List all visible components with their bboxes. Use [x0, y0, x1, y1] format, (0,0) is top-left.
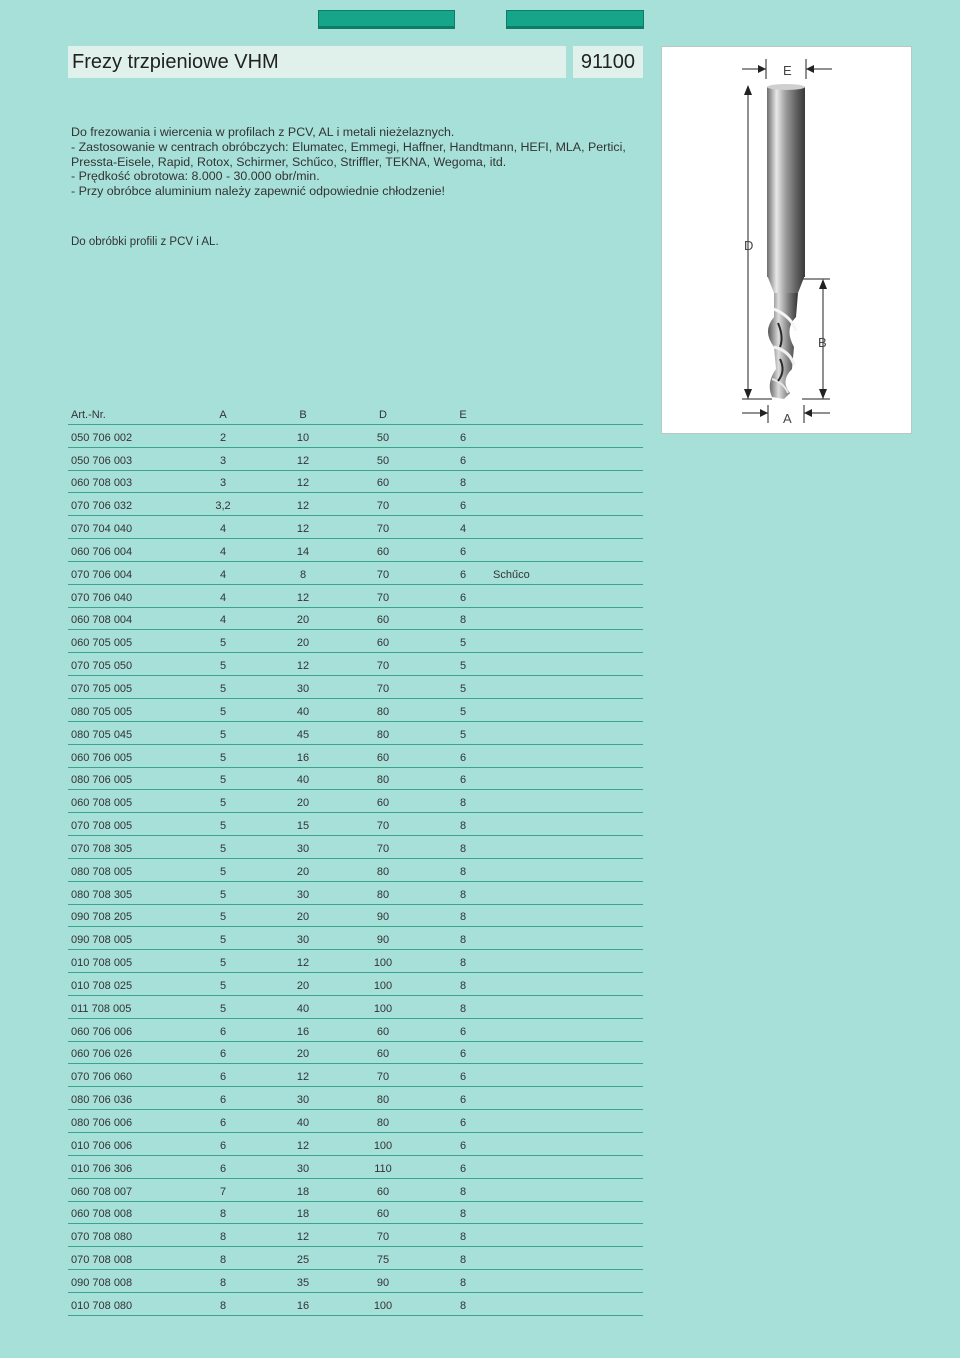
cell-art-nr: 080 706 006 [71, 1117, 133, 1129]
table-row [68, 1247, 643, 1270]
dimension-a-label: A [783, 411, 792, 426]
cell-a: 5 [219, 979, 227, 992]
cell-b: 20 [296, 614, 310, 627]
table-row [68, 950, 643, 973]
table-row [68, 905, 643, 928]
cell-d: 80 [376, 728, 390, 741]
cell-d: 60 [376, 797, 390, 810]
cell-e: 8 [459, 934, 467, 947]
cell-a: 3 [219, 454, 227, 467]
cell-a: 5 [219, 842, 227, 855]
table-row [68, 1156, 643, 1179]
cell-art-nr: 070 706 060 [71, 1071, 133, 1084]
cell-e: 5 [459, 660, 467, 673]
cell-a: 4 [219, 545, 227, 558]
cell-d: 70 [376, 820, 390, 833]
cell-d: 60 [376, 1185, 390, 1198]
cell-b: 30 [296, 934, 310, 947]
table-row [68, 630, 643, 653]
cell-a: 5 [219, 911, 227, 924]
cell-d: 80 [376, 865, 390, 878]
cell-b: 30 [296, 682, 310, 695]
cell-a: 3,2 [215, 500, 231, 513]
cell-art-nr: 060 708 005 [71, 797, 133, 810]
cell-d: 70 [376, 568, 390, 581]
cell-a: 8 [219, 1276, 227, 1289]
cell-b: 20 [296, 911, 310, 924]
cell-d: 60 [376, 1048, 390, 1061]
cell-d: 70 [376, 1231, 390, 1244]
table-row [68, 768, 643, 791]
cell-d: 70 [376, 500, 390, 513]
cell-b: 12 [296, 957, 310, 970]
cell-b: 16 [296, 751, 310, 764]
cell-b: 10 [296, 431, 310, 444]
cell-art-nr: 070 708 305 [71, 842, 133, 855]
cell-e: 5 [459, 728, 467, 741]
cell-b: 30 [296, 842, 310, 855]
table-row [68, 653, 643, 676]
table-row [68, 1064, 643, 1087]
cell-art-nr: 060 708 008 [71, 1208, 133, 1221]
page-title: Frezy trzpieniowe VHM [72, 50, 279, 73]
cell-b: 12 [296, 477, 310, 490]
cell-art-nr: 050 706 002 [71, 431, 133, 444]
table-row [68, 859, 643, 882]
cell-d: 100 [373, 1299, 393, 1312]
cell-e: 6 [459, 500, 467, 513]
cell-a: 4 [219, 568, 227, 581]
product-table [68, 402, 643, 1316]
cell-a: 5 [219, 682, 227, 695]
cell-e: 6 [459, 1094, 467, 1107]
cell-e: 8 [459, 477, 467, 490]
dimension-b-label: B [818, 335, 827, 350]
cell-e: 8 [459, 888, 467, 901]
cell-a: 5 [219, 1002, 227, 1015]
dimension-e-label: E [783, 63, 792, 78]
header-art-nr: Art.-Nr. [71, 408, 106, 421]
cell-art-nr: 070 708 005 [71, 820, 133, 833]
cell-a: 4 [219, 614, 227, 627]
table-row [68, 562, 643, 585]
cell-a: 5 [219, 934, 227, 947]
cell-b: 12 [296, 660, 310, 673]
cell-b: 18 [296, 1208, 310, 1221]
catalog-number: 91100 [580, 50, 636, 73]
table-row [68, 927, 643, 950]
cell-e: 6 [459, 591, 467, 604]
table-row [68, 1110, 643, 1133]
cell-a: 7 [219, 1185, 227, 1198]
cell-a: 5 [219, 797, 227, 810]
cell-d: 100 [373, 979, 393, 992]
intro-line: Pressta-Eisele, Rapid, Rotox, Schirmer, Schűco, Striffler, TEKNA, Wegoma, itd. [71, 154, 507, 169]
cell-d: 60 [376, 614, 390, 627]
table-row [68, 722, 643, 745]
table-row [68, 1293, 643, 1316]
cell-e: 6 [459, 774, 467, 787]
cell-d: 80 [376, 774, 390, 787]
table-row [68, 676, 643, 699]
table-row [68, 608, 643, 631]
cell-art-nr: 090 708 005 [71, 934, 133, 947]
cell-a: 5 [219, 774, 227, 787]
cell-b: 12 [296, 500, 310, 513]
section-subtitle: Do obróbki profili z PCV i AL. [71, 236, 219, 248]
cell-art-nr: 011 708 005 [71, 1002, 132, 1015]
cell-b: 20 [296, 979, 310, 992]
cell-b: 12 [296, 591, 310, 604]
cell-a: 6 [219, 1117, 227, 1129]
table-row [68, 813, 643, 836]
cell-art-nr: 090 708 008 [71, 1276, 133, 1289]
table-row [68, 1087, 643, 1110]
cell-b: 12 [296, 454, 310, 467]
cell-d: 70 [376, 523, 390, 536]
cell-b: 40 [296, 705, 310, 718]
cell-b: 40 [296, 1002, 310, 1015]
catalog-number-box [573, 46, 643, 78]
cell-b: 45 [296, 728, 310, 741]
table-row [68, 836, 643, 859]
cell-b: 15 [296, 820, 310, 833]
table-row [68, 448, 643, 471]
cell-a: 8 [219, 1299, 227, 1312]
cell-b: 20 [296, 1048, 310, 1061]
nav-tab-1[interactable] [318, 10, 455, 29]
cell-art-nr: 070 706 004 [71, 568, 133, 581]
cell-b: 12 [296, 523, 310, 536]
cell-d: 75 [376, 1254, 390, 1267]
cell-b: 18 [296, 1185, 310, 1198]
cell-art-nr: 090 708 205 [71, 911, 133, 924]
cell-a: 8 [219, 1254, 227, 1267]
cell-d: 70 [376, 660, 390, 673]
cell-d: 60 [376, 751, 390, 764]
cell-b: 16 [296, 1299, 310, 1312]
cell-art-nr: 060 708 004 [71, 614, 133, 627]
cell-e: 6 [459, 454, 467, 467]
table-row [68, 996, 643, 1019]
cell-art-nr: 080 706 005 [71, 774, 133, 787]
cell-e: 8 [459, 911, 467, 924]
cell-b: 30 [296, 888, 310, 901]
cell-art-nr: 070 708 008 [71, 1254, 133, 1267]
cell-e: 8 [459, 842, 467, 855]
table-row [68, 471, 643, 494]
cell-b: 8 [299, 568, 307, 581]
tool-diagram [661, 46, 912, 434]
cell-art-nr: 070 706 040 [71, 591, 133, 604]
cell-e: 6 [459, 1071, 467, 1084]
table-row [68, 425, 643, 448]
cell-a: 6 [219, 1071, 227, 1084]
cell-e: 8 [459, 1002, 467, 1015]
cell-e: 5 [459, 705, 467, 718]
cell-d: 70 [376, 842, 390, 855]
table-header [68, 402, 643, 425]
cell-d: 100 [373, 957, 393, 970]
cell-b: 30 [296, 1094, 310, 1107]
dimension-d-label: D [744, 238, 754, 253]
table-row [68, 1133, 643, 1156]
cell-a: 2 [219, 431, 227, 444]
cell-art-nr: 010 706 006 [71, 1139, 133, 1152]
header-a: A [219, 408, 227, 421]
cell-a: 5 [219, 751, 227, 764]
cell-d: 70 [376, 682, 390, 695]
cell-d: 110 [374, 1162, 392, 1175]
cell-d: 90 [376, 911, 390, 924]
cell-art-nr: 070 708 080 [71, 1231, 133, 1244]
cell-e: 6 [459, 568, 467, 581]
cell-a: 6 [219, 1025, 227, 1038]
cell-art-nr: 060 708 003 [71, 477, 133, 490]
intro-line: Do frezowania i wiercenia w profilach z PCV, AL i metali nieżelaznych. [71, 125, 455, 139]
cell-e: 8 [459, 1185, 467, 1198]
intro-line: - Zastosowanie w centrach obróbczych: Elumatec, Emmegi, Haffner, Handtmann, HEFI, MLA, Pertici, [71, 139, 626, 154]
table-row [68, 882, 643, 905]
cell-art-nr: 010 708 025 [71, 979, 133, 992]
cell-d: 60 [376, 545, 390, 558]
cell-note: Schűco [493, 568, 530, 581]
table-row [68, 699, 643, 722]
cell-a: 3 [219, 477, 227, 490]
table-row [68, 493, 643, 516]
tool-shank [767, 84, 805, 293]
cell-a: 5 [219, 820, 227, 833]
cell-d: 80 [376, 1117, 390, 1129]
cell-b: 20 [296, 865, 310, 878]
cell-art-nr: 060 706 006 [71, 1025, 133, 1038]
cell-d: 90 [376, 1276, 390, 1289]
table-row [68, 1042, 643, 1065]
intro-text [71, 125, 661, 199]
header-d: D [379, 408, 387, 421]
cell-e: 6 [459, 1117, 467, 1129]
cell-e: 8 [459, 820, 467, 833]
cell-d: 100 [373, 1139, 393, 1152]
cell-a: 6 [219, 1139, 227, 1152]
cell-b: 12 [296, 1231, 310, 1244]
cell-b: 20 [296, 637, 310, 650]
cell-a: 5 [219, 637, 227, 650]
cell-e: 8 [459, 1276, 467, 1289]
tool-drawing [662, 47, 913, 435]
cell-b: 40 [296, 1117, 310, 1129]
cell-art-nr: 010 708 080 [71, 1299, 133, 1312]
cell-e: 6 [459, 1025, 467, 1038]
cell-b: 16 [296, 1025, 310, 1038]
cell-e: 8 [459, 797, 467, 810]
cell-e: 6 [459, 1048, 467, 1061]
cell-b: 30 [296, 1162, 310, 1175]
cell-b: 40 [296, 774, 310, 787]
cell-e: 6 [459, 545, 467, 558]
table-row [68, 1224, 643, 1247]
cell-art-nr: 060 706 026 [71, 1048, 133, 1061]
cell-b: 35 [296, 1276, 310, 1289]
cell-art-nr: 070 704 040 [71, 523, 133, 536]
cell-art-nr: 060 708 007 [71, 1185, 133, 1198]
cell-d: 70 [376, 591, 390, 604]
cell-e: 5 [459, 637, 467, 650]
table-row [68, 973, 643, 996]
cell-d: 90 [376, 934, 390, 947]
cell-art-nr: 070 705 005 [71, 682, 133, 695]
cell-e: 8 [459, 1299, 467, 1312]
nav-tab-2[interactable] [506, 10, 644, 29]
cell-d: 100 [373, 1002, 393, 1015]
cell-art-nr: 080 708 305 [71, 888, 133, 901]
cell-b: 14 [296, 545, 310, 558]
cell-art-nr: 050 706 003 [71, 454, 133, 467]
cell-e: 8 [459, 979, 467, 992]
table-row [68, 516, 643, 539]
tool-flutes [768, 293, 798, 399]
cell-art-nr: 080 705 045 [71, 728, 133, 741]
cell-d: 60 [376, 477, 390, 490]
cell-a: 5 [219, 705, 227, 718]
cell-e: 6 [459, 751, 467, 764]
cell-a: 4 [219, 523, 227, 536]
cell-e: 6 [459, 1139, 467, 1152]
cell-d: 80 [376, 1094, 390, 1107]
cell-e: 6 [459, 431, 467, 444]
intro-line: - Prędkość obrotowa: 8.000 - 30.000 obr/min. [71, 169, 320, 184]
cell-d: 80 [376, 705, 390, 718]
cell-e: 6 [459, 1162, 467, 1175]
cell-a: 6 [219, 1162, 227, 1175]
cell-art-nr: 010 706 306 [71, 1162, 133, 1175]
table-row [68, 1179, 643, 1202]
cell-e: 8 [459, 865, 467, 878]
cell-d: 60 [376, 1025, 390, 1038]
cell-e: 8 [459, 1231, 467, 1244]
table-row [68, 1202, 643, 1225]
table-row [68, 790, 643, 813]
cell-b: 12 [296, 1139, 310, 1152]
cell-a: 6 [219, 1094, 227, 1107]
intro-line: - Przy obróbce aluminium należy zapewnić odpowiednie chłodzenie! [71, 184, 445, 199]
cell-a: 4 [219, 591, 227, 604]
cell-art-nr: 080 708 005 [71, 865, 133, 878]
cell-b: 25 [296, 1254, 310, 1267]
cell-d: 50 [376, 431, 390, 444]
cell-a: 5 [219, 957, 227, 970]
cell-e: 5 [459, 682, 467, 695]
cell-e: 8 [459, 1208, 467, 1221]
cell-d: 60 [376, 1208, 390, 1221]
cell-a: 5 [219, 888, 227, 901]
cell-a: 5 [219, 660, 227, 673]
cell-art-nr: 060 706 004 [71, 545, 133, 558]
cell-art-nr: 070 706 032 [71, 500, 133, 513]
cell-art-nr: 080 705 005 [71, 705, 133, 718]
header-e: E [459, 408, 467, 421]
cell-art-nr: 010 708 005 [71, 957, 133, 970]
header-b: B [299, 408, 307, 421]
page-title-box [68, 46, 566, 78]
cell-a: 6 [219, 1048, 227, 1061]
cell-a: 5 [219, 728, 227, 741]
cell-a: 5 [219, 865, 227, 878]
cell-e: 8 [459, 957, 467, 970]
table-row [68, 539, 643, 562]
cell-e: 4 [459, 523, 467, 536]
cell-b: 20 [296, 797, 310, 810]
table-row [68, 1019, 643, 1042]
cell-art-nr: 060 706 005 [71, 751, 133, 764]
cell-e: 8 [459, 614, 467, 627]
table-row [68, 1270, 643, 1293]
cell-d: 70 [376, 1071, 390, 1084]
cell-d: 60 [376, 637, 390, 650]
cell-art-nr: 070 705 050 [71, 660, 133, 673]
cell-e: 8 [459, 1254, 467, 1267]
cell-a: 8 [219, 1208, 227, 1221]
cell-art-nr: 060 705 005 [71, 637, 133, 650]
cell-art-nr: 080 706 036 [71, 1094, 133, 1107]
cell-d: 50 [376, 454, 390, 467]
cell-a: 8 [219, 1231, 227, 1244]
cell-b: 12 [296, 1071, 310, 1084]
table-row [68, 745, 643, 768]
table-row [68, 585, 643, 608]
cell-d: 80 [376, 888, 390, 901]
